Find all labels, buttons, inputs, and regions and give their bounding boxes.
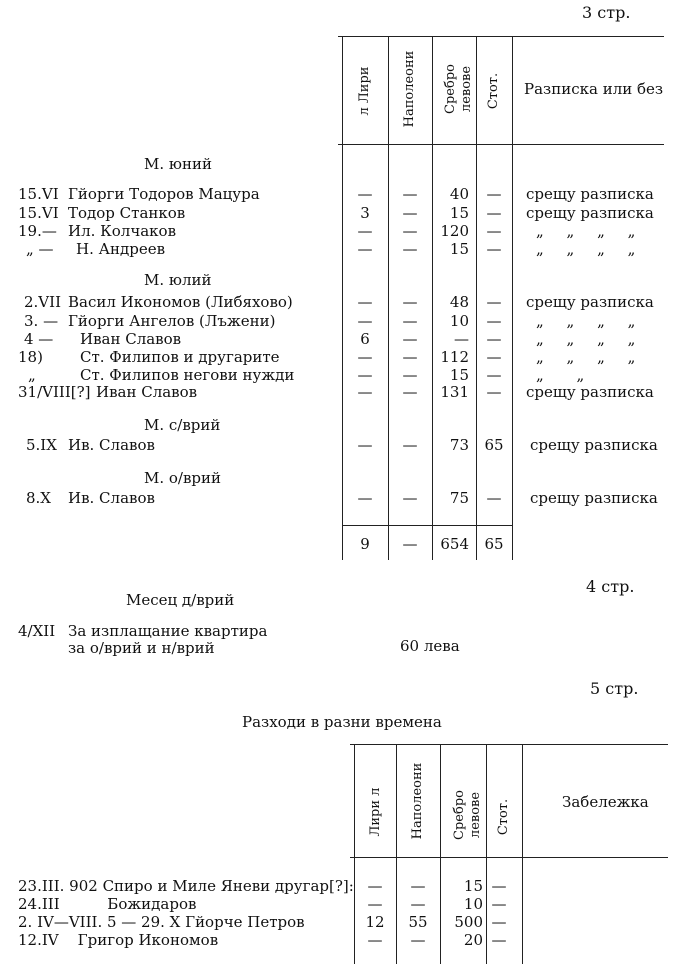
col-header-srebro-1: Сребро [443,64,458,114]
row-stot: — [486,489,502,507]
row-liri: — [357,222,373,240]
table5-header-rule [350,857,668,858]
row-napoleoni: — [402,185,418,203]
row-name: Гйорги Ангелов (Лъжени) [68,312,276,330]
row-note: срещу разписка [530,489,658,507]
row-stot: — [486,240,502,258]
row-napoleoni: — [402,348,418,366]
row-liri: — [357,436,373,454]
row-note: „ „ „ „ [536,348,636,366]
col5-header-liri: Лири л [368,787,383,837]
total-liri: 9 [360,535,370,553]
row-srebro: 15 [449,240,469,258]
row-napoleoni: — [402,489,418,507]
page-number-3: 3 стр. [582,3,631,22]
row-stot: — [486,293,502,311]
row-name: Ив. Славов [68,489,155,507]
entry-amount: 60 лева [400,637,460,655]
row-date: 4 — [24,330,54,348]
row-stot: — [486,348,502,366]
row-name: Н. Андреев [76,240,166,258]
row-note: срещу разписка [526,293,654,311]
row-name: Иван Славов [80,330,182,348]
row-stot: — [491,877,507,895]
col-header-napoleoni: Наполеони [402,50,417,128]
row-liri: 6 [360,330,370,348]
row-srebro: 15 [449,204,469,222]
col-header-stot: Стот. [486,72,501,110]
row-date: „ [28,366,36,384]
row-napoleoni: — [402,240,418,258]
month-heading-dec: Месец д/врий [126,591,235,609]
row-napoleoni: — [402,293,418,311]
row-srebro: 40 [449,185,469,203]
row-note: „ „ „ „ [536,240,636,258]
col-header-liri: л Лири [357,66,372,116]
row-note: срещу разписка [526,185,654,203]
row-entry: 23.III. 902 Спиро и Миле Яневи другар[?]: [18,877,354,895]
row-napoleoni: 55 [408,913,428,931]
month-heading-sep: М. с/врий [144,416,221,434]
row-srebro: 73 [449,436,469,454]
row-date: „ — [26,240,54,258]
row-stot: 65 [484,436,504,454]
row-note: срещу разписка [526,383,654,401]
row-srebro: 20 [463,931,483,949]
row-name: Ив. Славов [68,436,155,454]
row-srebro: 15 [463,877,483,895]
row-liri: — [357,383,373,401]
row-liri: — [357,185,373,203]
row-date: 19.— [18,222,57,240]
row-date: 8.X [26,489,51,507]
row-liri: 3 [360,204,370,222]
row-stot: — [491,931,507,949]
col5-header-napoleoni: Наполеони [410,762,425,840]
row-note: „ „ „ „ [536,330,636,348]
row-srebro: 10 [463,895,483,913]
row-liri: 12 [365,913,385,931]
row-napoleoni: — [402,436,418,454]
row-date: 15.VI [18,204,59,222]
row-note: „ „ [536,366,585,384]
table3-col-divider-5 [512,36,513,560]
row-name: Ил. Колчаков [68,222,177,240]
row-liri: — [357,366,373,384]
row-napoleoni: — [402,312,418,330]
row-stot: — [486,204,502,222]
row-entry: 24.III Божидаров [18,895,197,913]
row-note: „ „ „ „ [536,222,636,240]
row-note: „ „ „ „ [536,312,636,330]
row-napoleoni: — [410,895,426,913]
row-name: Гйорги Тодоров Мацура [68,185,260,203]
row-stot: — [486,222,502,240]
table3-total-rule [342,525,512,526]
row-date: 2.VII [24,293,61,311]
row-srebro: 48 [449,293,469,311]
row-entry: 2. IV—VIII. 5 — 29. X Гйорче Петров [18,913,305,931]
table3-header-rule [338,144,664,145]
row-liri: — [357,240,373,258]
col5-header-remark: Забележка [562,793,649,811]
row-liri: — [357,312,373,330]
table5-col-divider-5 [522,744,523,964]
row-napoleoni: — [402,366,418,384]
row-note: срещу разписка [526,204,654,222]
entry-text-line1: За изплащание квартира [68,622,268,640]
row-napoleoni: — [410,931,426,949]
row-date: 3. — [24,312,59,330]
row-liri: — [357,489,373,507]
row-srebro: 120 [440,222,469,240]
row-date: 18) [18,348,43,366]
col5-header-srebro-1: Сребро [452,790,467,840]
row-date: 31/VIII[?] [18,383,91,401]
total-napoleoni: — [402,535,418,553]
table3-top-rule [338,36,664,37]
row-name: Васил Икономов (Либяхово) [68,293,293,311]
row-liri: — [357,293,373,311]
row-stot: — [486,185,502,203]
row-name: Ст. Филипов негови нужди [80,366,295,384]
row-stot: — [491,913,507,931]
row-napoleoni: — [402,222,418,240]
row-date: 15.VI [18,185,59,203]
col5-header-srebro-2: левове [468,791,483,839]
row-name: Ст. Филипов и другарите [80,348,280,366]
row-liri: — [367,895,383,913]
page-number-4: 4 стр. [586,577,635,596]
table5-top-rule [350,744,668,745]
col-header-srebro-2: левове [459,65,474,113]
row-stot: — [486,366,502,384]
month-heading-june: М. юний [144,155,212,173]
total-srebro: 654 [440,535,469,553]
row-date: 5.IX [26,436,57,454]
col5-header-stot: Стот. [496,798,511,836]
total-stot: 65 [484,535,504,553]
page-number-5: 5 стр. [590,679,639,698]
entry-date: 4/XII [18,622,56,640]
row-stot: — [486,312,502,330]
row-stot: — [491,895,507,913]
row-note: срещу разписка [530,436,658,454]
row-napoleoni: — [402,204,418,222]
row-napoleoni: — [410,877,426,895]
row-liri: — [367,931,383,949]
row-srebro: 131 [440,383,469,401]
row-name: Иван Славов [96,383,198,401]
row-name: Тодор Станков [68,204,186,222]
row-srebro: — [454,330,469,348]
row-entry: 12.IV Григор Икономов [18,931,219,949]
row-napoleoni: — [402,330,418,348]
row-srebro: 10 [449,312,469,330]
section-title: Разходи в разни времена [242,713,442,731]
row-liri: — [367,877,383,895]
row-srebro: 500 [454,913,483,931]
month-heading-july: М. юлий [144,271,212,289]
row-srebro: 75 [449,489,469,507]
row-srebro: 112 [440,348,469,366]
row-stot: — [486,383,502,401]
row-stot: — [486,330,502,348]
row-srebro: 15 [449,366,469,384]
row-napoleoni: — [402,383,418,401]
month-heading-oct: М. о/врий [144,469,222,487]
col-header-remark: Разписка или без [524,80,664,98]
entry-text-line2: за о/врий и н/врий [68,639,215,657]
row-liri: — [357,348,373,366]
